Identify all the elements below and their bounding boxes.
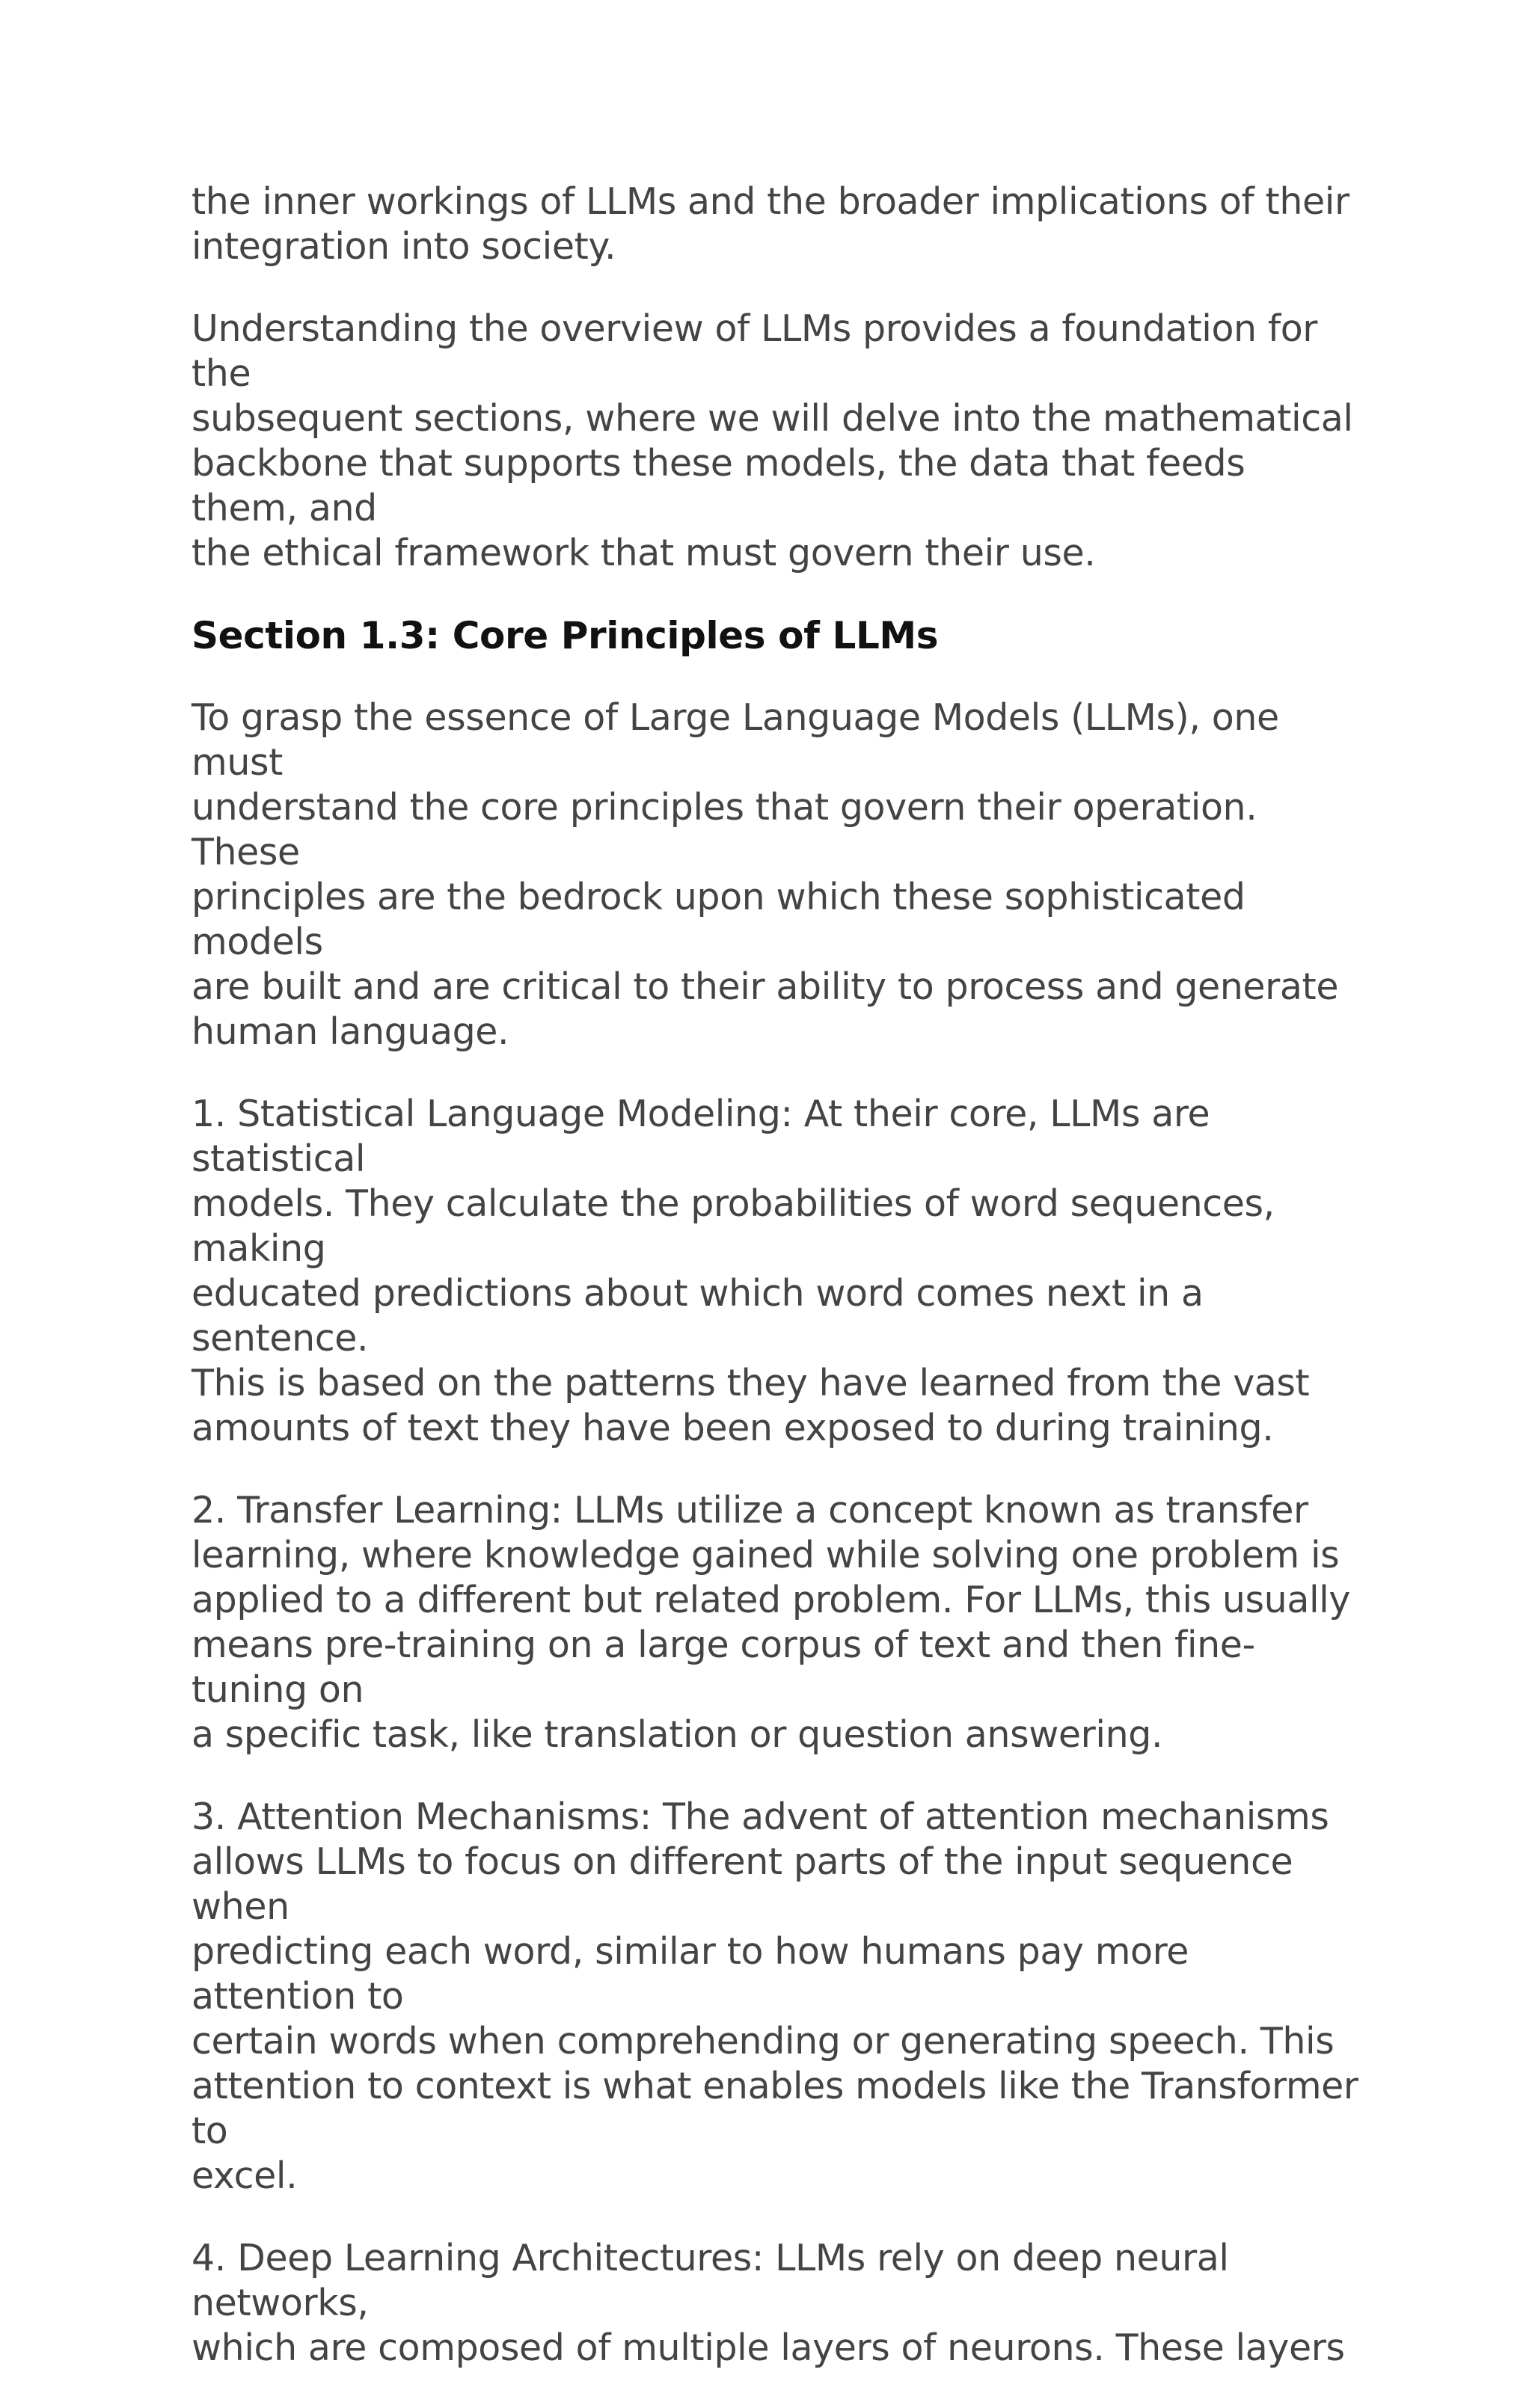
- paragraph-continuation: the inner workings of LLMs and the broader implications of their integration into society.: [192, 180, 1349, 268]
- list-item-deep-learning: 4. Deep Learning Architectures: LLMs rely on deep neural networks, which are composed of multiple layers of neurons. These layers: [192, 2237, 1345, 2369]
- section-heading: Section 1.3: Core Principles of LLMs: [192, 614, 939, 657]
- list-item-attention-mechanisms: 3. Attention Mechanisms: The advent of attention mechanisms allows LLMs to focus on different parts of the input sequence when predicting each word, similar to how humans pay more attention to certain words when comprehending or generating speech. This attention to context is what enables models like the Transformer to excel.: [192, 1796, 1358, 2197]
- paragraph-intro: To grasp the essence of Large Language Models (LLMs), one must understand the core principles that govern their operation. These principles are the bedrock upon which these sophisticated models are built and are critical to their ability to process and generate human language.: [192, 696, 1339, 1053]
- document-body: [192, 179, 1358, 2408]
- paragraph-overview: Understanding the overview of LLMs provides a foundation for the subsequent sections, where we will delve into the mathematical backbone that supports these models, the data that feeds them, and the ethical framework that must govern their use.: [192, 307, 1353, 574]
- list-item-statistical-modeling: 1. Statistical Language Modeling: At their core, LLMs are statistical models. They calculate the probabilities of word sequences, making educated predictions about which word comes next in a sentence. This is based on the patterns they have learned from the vast amounts of text they have been exposed to during training.: [192, 1093, 1310, 1449]
- list-item-transfer-learning: 2. Transfer Learning: LLMs utilize a concept known as transfer learning, where knowledge gained while solving one problem is applied to a different but related problem. For LLMs, this usually means pre-training on a large corpus of text and then fine-tuning on a specific task, like translation or question answering.: [192, 1489, 1350, 1756]
